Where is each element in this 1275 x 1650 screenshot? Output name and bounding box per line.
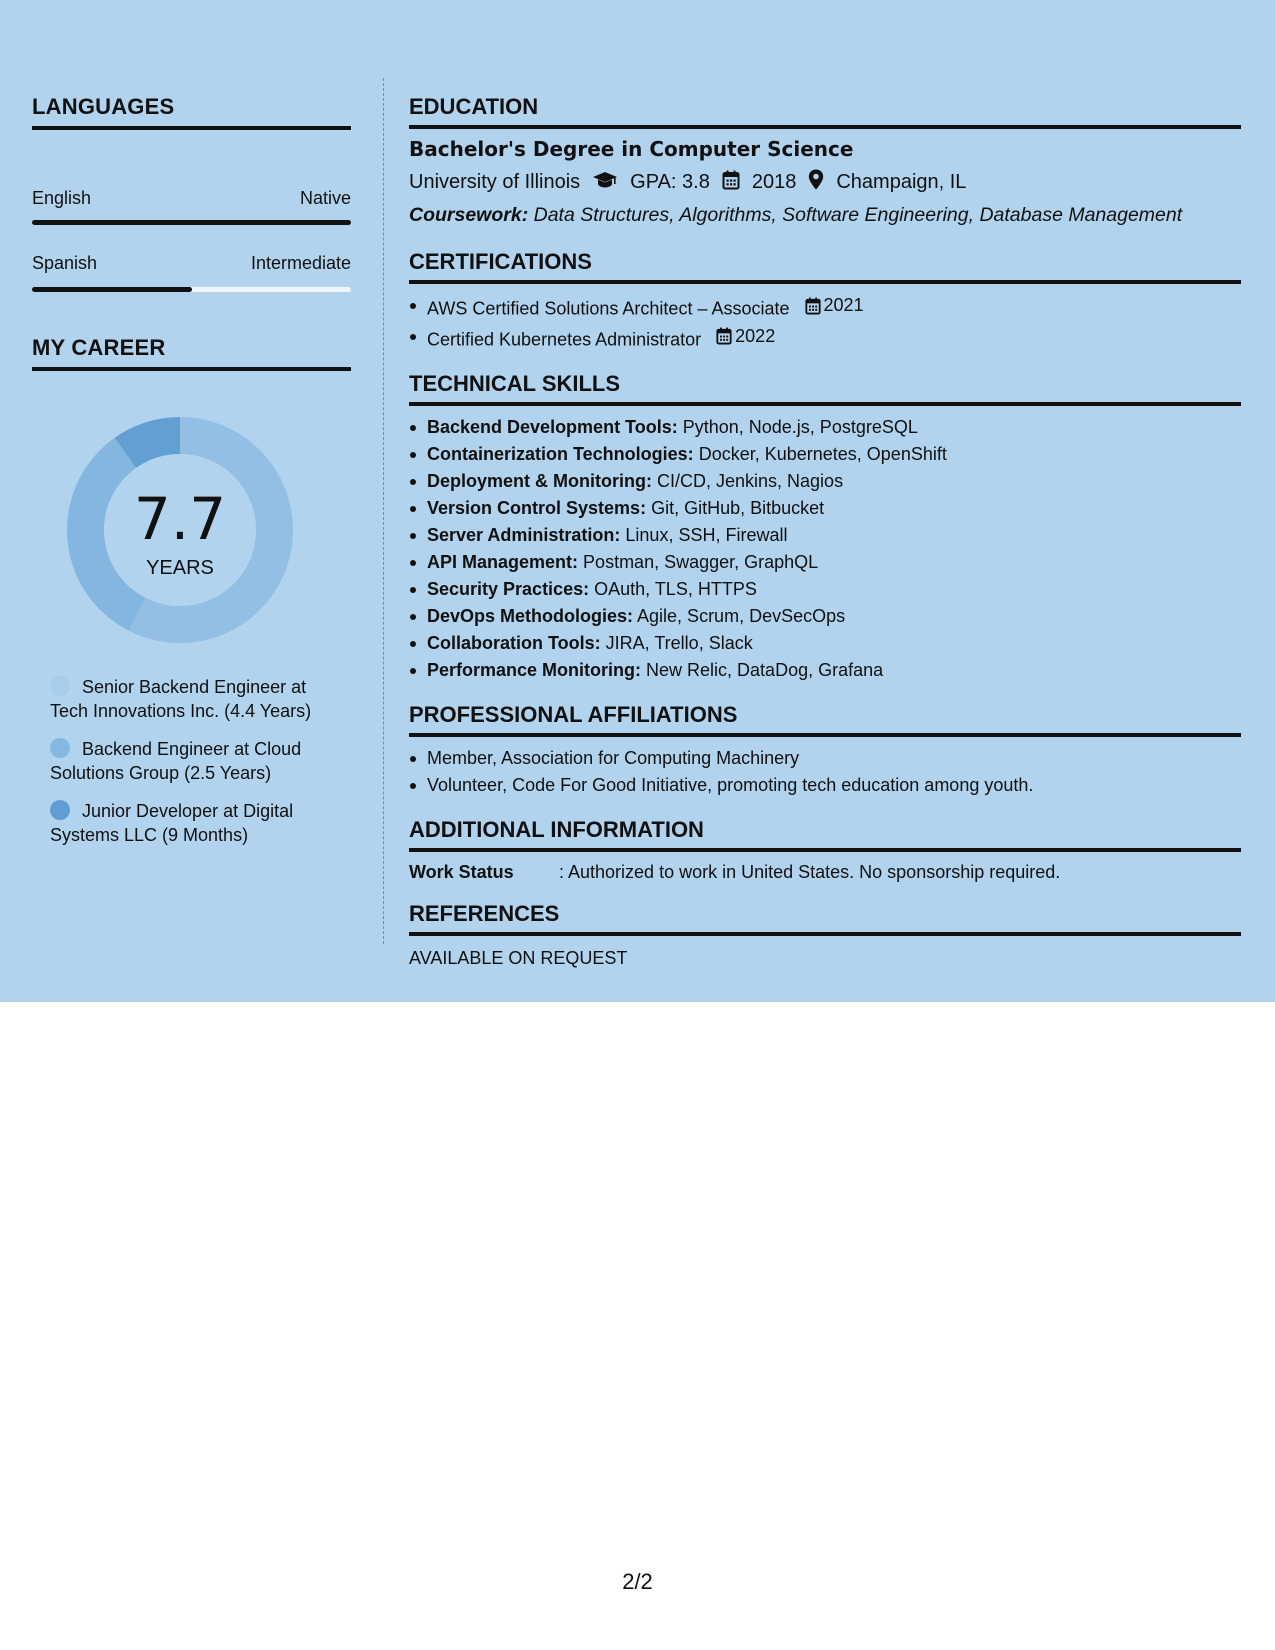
language-proficiency-bar: [32, 287, 351, 292]
skill-label: Performance Monitoring:: [427, 660, 642, 680]
language-level: Native: [299, 188, 351, 208]
legend-dot: [50, 738, 70, 758]
skill-label: API Management:: [427, 552, 579, 572]
calendar-icon: [722, 170, 740, 196]
skill-item: [409, 657, 1241, 684]
work-status-value: : Authorized to work in United States. No sponsorship required.: [559, 862, 1061, 882]
certification-name: Certified Kubernetes Administrator: [427, 329, 702, 349]
skill-value: OAuth, TLS, HTTPS: [594, 579, 757, 599]
work-status-label: Work Status: [409, 862, 514, 882]
skill-value: Python, Node.js, PostgreSQL: [682, 417, 918, 437]
graduation-cap-icon: [592, 171, 618, 195]
legend-dot: [50, 676, 70, 696]
skill-item: [409, 495, 1241, 522]
skill-label: Deployment & Monitoring:: [427, 471, 652, 491]
career-heading: MY CAREER: [32, 335, 351, 371]
education-details: [409, 169, 1241, 196]
skill-label: Collaboration Tools:: [427, 633, 601, 653]
additional-info-section: [409, 817, 1241, 883]
school-location: Champaign, IL: [836, 171, 967, 193]
graduation-year: 2018: [751, 171, 797, 193]
certification-name: AWS Certified Solutions Architect – Associate: [427, 298, 790, 319]
skill-item: [409, 441, 1241, 468]
languages-heading: LANGUAGES: [32, 94, 351, 130]
career-years-unit: YEARS: [146, 557, 214, 579]
skill-item: [409, 576, 1241, 603]
skills-heading: TECHNICAL SKILLS: [409, 371, 1241, 406]
skill-label: Version Control Systems:: [427, 498, 647, 518]
skill-value: Docker, Kubernetes, OpenShift: [698, 444, 947, 464]
language-name: Spanish: [32, 253, 98, 273]
additional-info-heading: ADDITIONAL INFORMATION: [409, 817, 1241, 852]
gpa: GPA: 3.8: [630, 171, 710, 193]
skills-section: [409, 371, 1241, 684]
coursework-label: Coursework:: [409, 204, 529, 226]
skill-item: [409, 549, 1241, 576]
degree-title: Bachelor's Degree in Computer Science: [409, 137, 854, 161]
education-heading: EDUCATION: [409, 94, 1241, 129]
career-legend-text: Senior Backend Engineer at Tech Innovations Inc. (4.4 Years): [50, 677, 312, 721]
skill-label: Security Practices:: [427, 579, 590, 599]
skill-value: CI/CD, Jenkins, Nagios: [657, 471, 844, 491]
skill-value: Agile, Scrum, DevSecOps: [637, 606, 846, 626]
career-legend-item: [50, 799, 340, 847]
career-legend-item: [50, 675, 340, 723]
skill-item: [409, 603, 1241, 630]
certifications-heading: CERTIFICATIONS: [409, 249, 1241, 284]
affiliations-section: [409, 702, 1241, 799]
skill-value: Postman, Swagger, GraphQL: [583, 552, 819, 572]
education-section: [409, 94, 1241, 227]
calendar-icon: [716, 327, 732, 345]
certifications-list: [409, 292, 1241, 353]
career-legend-text: Junior Developer at Digital Systems LLC (9 Months): [50, 801, 294, 845]
coursework: [409, 204, 1241, 227]
language-level: Intermediate: [250, 253, 351, 273]
column-divider: [383, 78, 384, 944]
language-proficiency-fill: [32, 287, 192, 292]
skill-item: [409, 468, 1241, 495]
skill-item: [409, 522, 1241, 549]
language-item: [32, 198, 351, 273]
work-status-row: [409, 862, 1241, 883]
certification-year: 2021: [823, 295, 864, 315]
certifications-section: [409, 249, 1241, 353]
skill-label: DevOps Methodologies:: [427, 606, 634, 626]
skill-item: [409, 630, 1241, 657]
school-name: University of Illinois: [409, 171, 581, 193]
career-total-years: 7.7: [133, 485, 227, 553]
skill-label: Server Administration:: [427, 525, 621, 545]
affiliations-heading: PROFESSIONAL AFFILIATIONS: [409, 702, 1241, 737]
certification-item: [409, 323, 1241, 354]
skill-value: New Relic, DataDog, Grafana: [646, 660, 884, 680]
career-legend-item: [50, 737, 340, 785]
language-name: English: [32, 188, 92, 208]
legend-dot: [50, 800, 70, 820]
references-section: [409, 901, 1241, 969]
skill-label: Backend Development Tools:: [427, 417, 678, 437]
skill-label: Containerization Technologies:: [427, 444, 694, 464]
left-column: [32, 94, 351, 273]
affiliation-item: Volunteer, Code For Good Initiative, promoting tech education among youth.: [409, 772, 1241, 799]
calendar-icon: [805, 297, 821, 315]
certification-item: [409, 292, 1241, 323]
certification-year: 2022: [735, 325, 776, 346]
affiliation-item: Member, Association for Computing Machinery: [409, 745, 1241, 772]
map-pin-icon: [808, 169, 824, 196]
language-item: [32, 130, 351, 208]
skill-value: Git, GitHub, Bitbucket: [651, 498, 825, 518]
career-legend: [50, 675, 340, 861]
skill-value: JIRA, Trello, Slack: [605, 633, 753, 653]
skill-value: Linux, SSH, Firewall: [625, 525, 788, 545]
skill-item: [409, 414, 1241, 441]
page-number: 2/2: [622, 1569, 653, 1594]
career-legend-text: Backend Engineer at Cloud Solutions Group (2.5 Years): [50, 739, 302, 783]
references-text: AVAILABLE ON REQUEST: [409, 948, 628, 968]
right-column: [409, 94, 1241, 969]
coursework-list: Data Structures, Algorithms, Software Engineering, Database Management: [533, 204, 1183, 226]
affiliations-list: [409, 745, 1241, 799]
skills-list: [409, 414, 1241, 684]
references-heading: REFERENCES: [409, 901, 1241, 936]
career-donut-chart: [60, 410, 300, 650]
